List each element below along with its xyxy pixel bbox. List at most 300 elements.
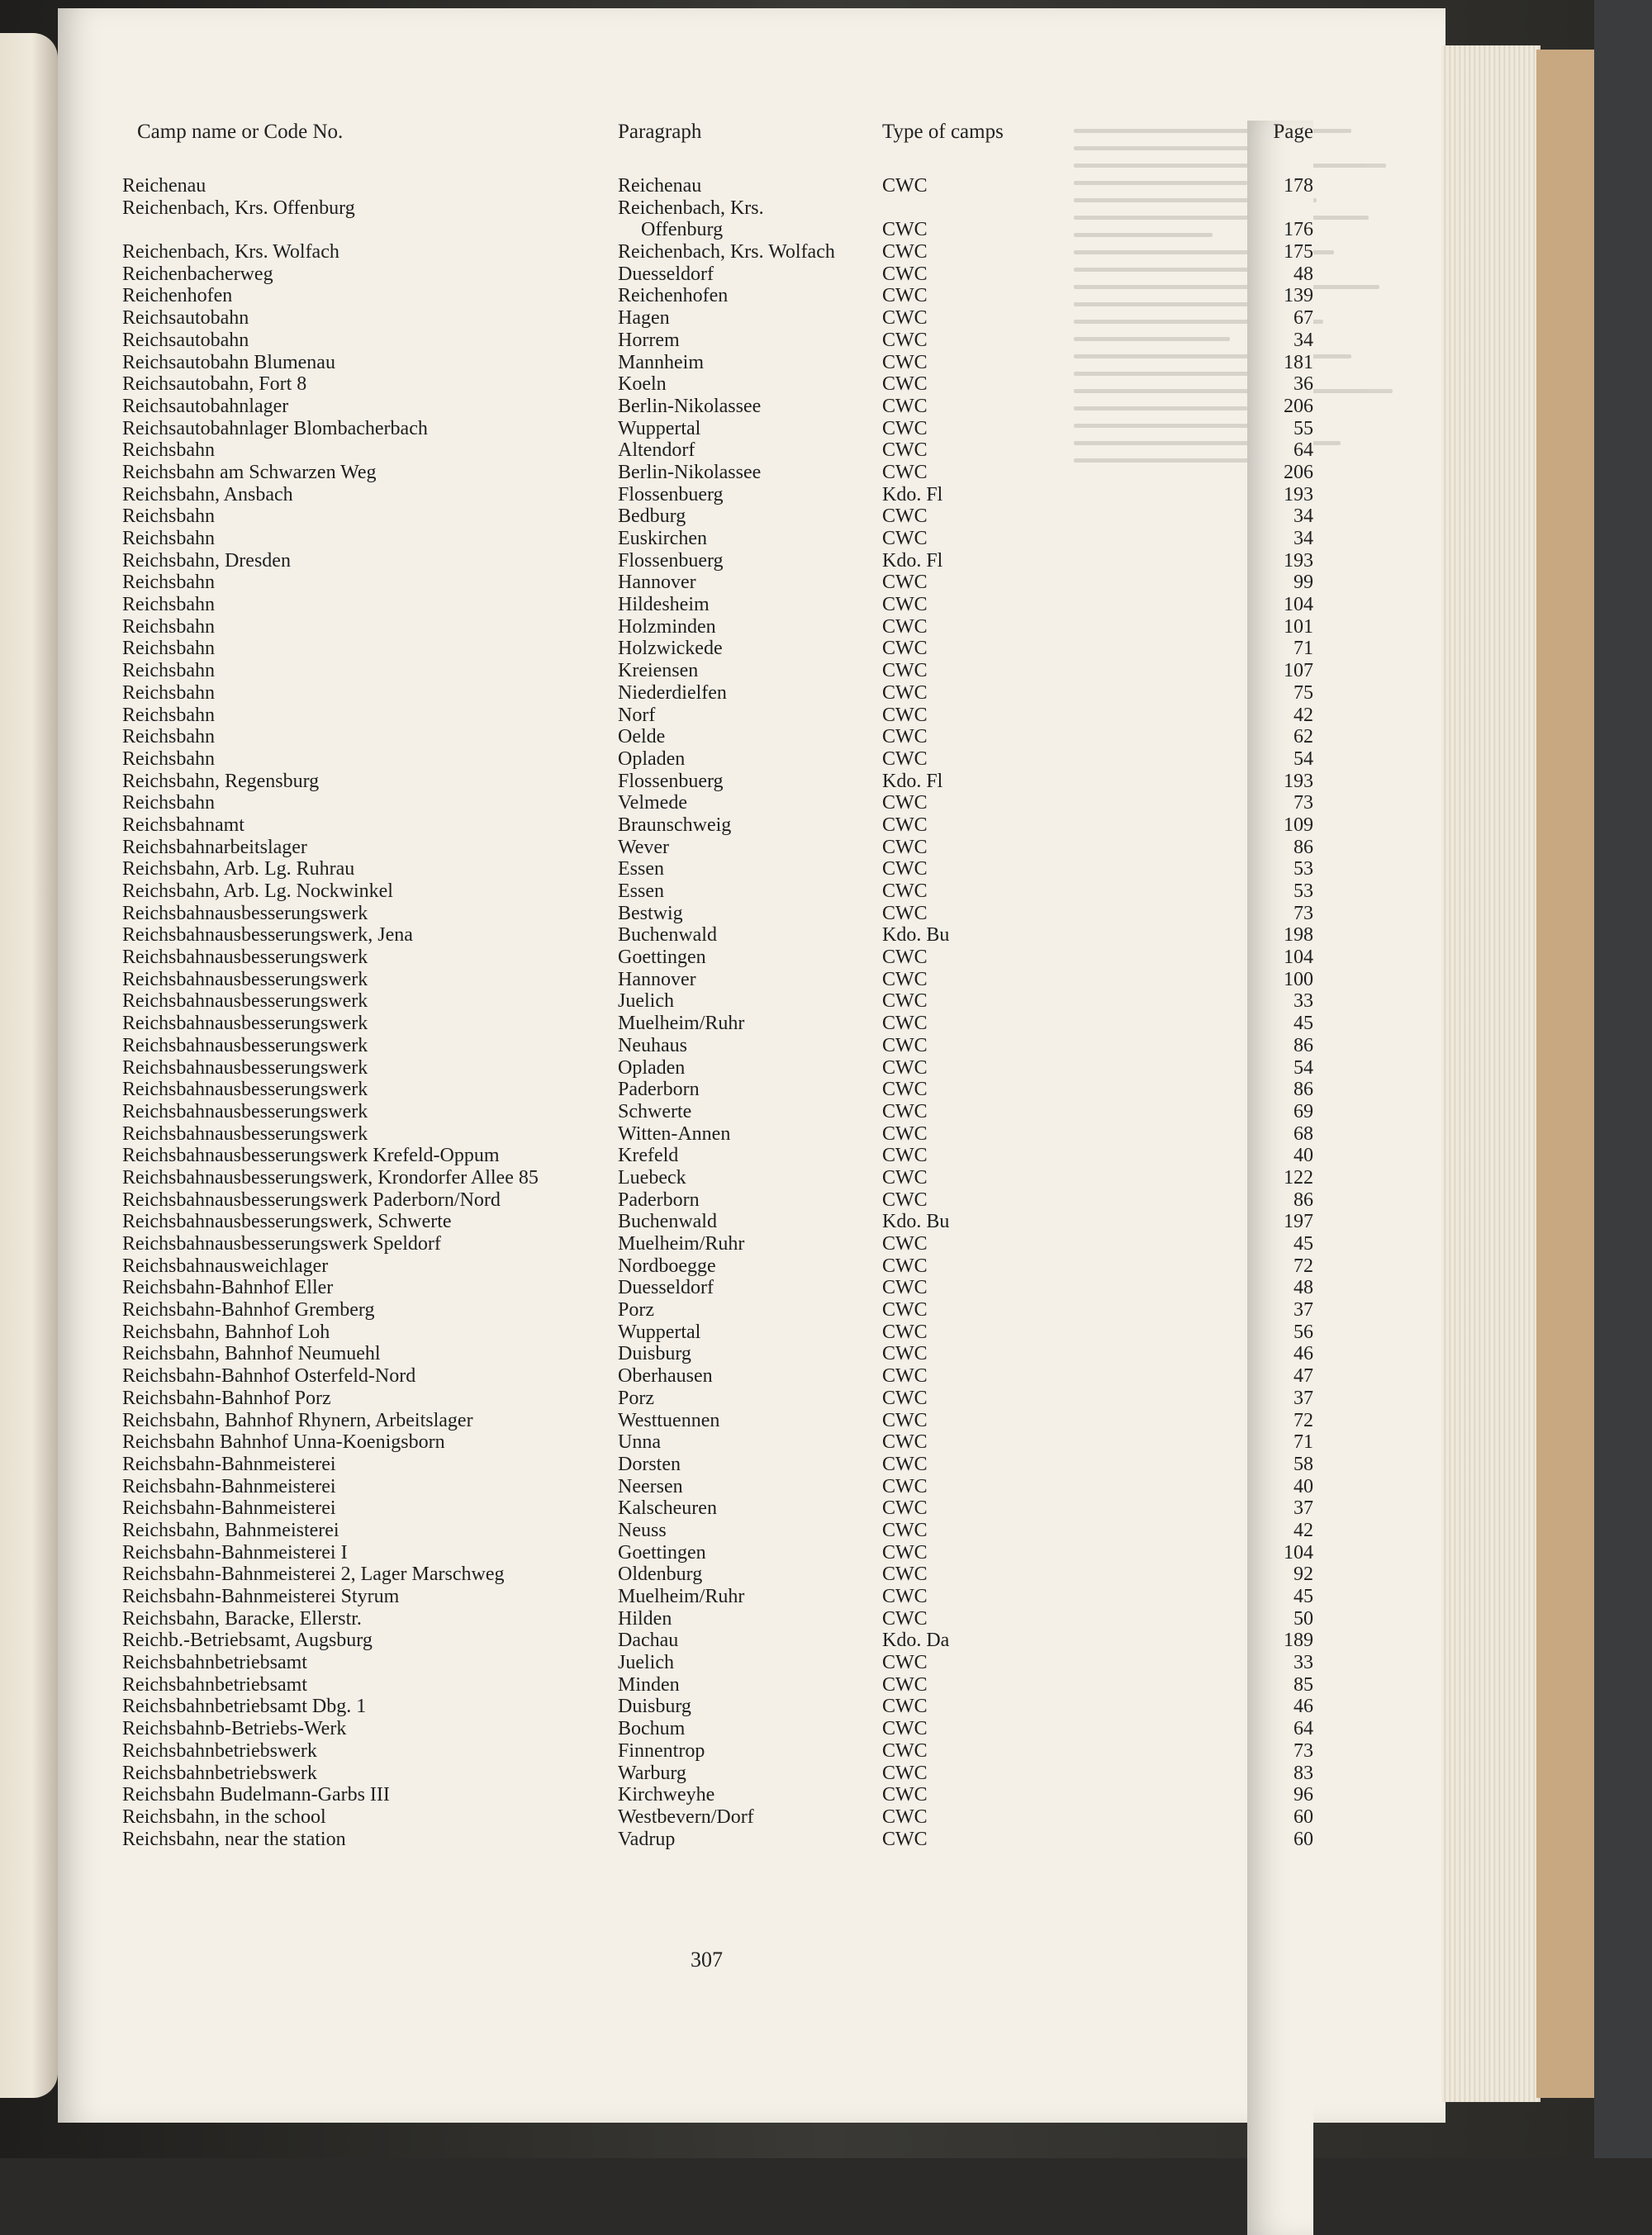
- paragraph: Berlin-Nikolassee: [618, 395, 762, 417]
- camp-name: Reichb.-Betriebsamt, Augsburg: [122, 1630, 373, 1652]
- paragraph: Westtuennen: [618, 1409, 720, 1431]
- paragraph: Duisburg: [618, 1343, 691, 1365]
- table-row: [122, 1829, 1320, 1851]
- paragraph: Luebeck: [618, 1166, 686, 1189]
- camp-name: Reichsbahnausweichlager: [122, 1255, 329, 1277]
- page-ref: 47: [1294, 1365, 1313, 1388]
- camp-type: CWC: [882, 814, 928, 836]
- camp-type: CWC: [882, 660, 928, 682]
- paragraph: Flossenbuerg: [618, 549, 724, 572]
- camp-type: CWC: [882, 528, 928, 550]
- paragraph: Euskirchen: [618, 528, 707, 550]
- page-ref: 36: [1294, 373, 1313, 396]
- camp-name: Reichsbahn-Bahnhof Eller: [122, 1277, 334, 1299]
- camp-name: Reichsbahn: [122, 594, 215, 616]
- paragraph: Reichenbach, Krs. Wolfach: [618, 241, 835, 263]
- table-row: [122, 814, 1320, 837]
- cover-edge: [1594, 0, 1652, 2158]
- camp-type: CWC: [882, 858, 928, 880]
- camp-name: Reichsbahnausbesserungswerk: [122, 1100, 368, 1122]
- camp-type: Kdo. Fl: [882, 770, 943, 792]
- camp-type: CWC: [882, 395, 928, 417]
- camp-name: Reichsbahn Budelmann-Garbs III: [122, 1784, 390, 1806]
- table-row: [122, 1652, 1320, 1674]
- table-row: [122, 1277, 1320, 1299]
- table-row: [122, 903, 1320, 925]
- paragraph: Finnentrop: [618, 1739, 705, 1762]
- camp-name: Reichsbahn: [122, 747, 215, 770]
- table-row: [122, 1388, 1320, 1410]
- page-ref: 48: [1294, 1277, 1313, 1299]
- camp-type: Kdo. Bu: [882, 1211, 950, 1233]
- page-ref: 96: [1294, 1784, 1313, 1806]
- table-row: [122, 969, 1320, 991]
- table-row: [122, 352, 1320, 374]
- camp-name: Reichsbahnarbeitslager: [122, 836, 307, 858]
- table-row: [122, 1674, 1320, 1696]
- page-ref: 193: [1284, 483, 1313, 505]
- table-row: [122, 175, 1320, 197]
- page-number: 307: [691, 1948, 723, 1972]
- camp-type: Kdo. Fl: [882, 483, 943, 505]
- camp-name: Reichsbahnausbesserungswerk: [122, 1056, 368, 1079]
- page-ref: 71: [1294, 638, 1313, 660]
- camp-type: CWC: [882, 1100, 928, 1122]
- page-ref: 40: [1294, 1475, 1313, 1497]
- paragraph: Oldenburg: [618, 1564, 703, 1586]
- table-row: [122, 990, 1320, 1013]
- camp-type: CWC: [882, 1013, 928, 1035]
- camp-type: CWC: [882, 1586, 928, 1608]
- paragraph: Duesseldorf: [618, 1277, 714, 1299]
- camp-type: CWC: [882, 1673, 928, 1696]
- camp-name: Reichenbacherweg: [122, 263, 273, 285]
- page-ref: 107: [1284, 660, 1313, 682]
- camp-type: CWC: [882, 681, 928, 704]
- paragraph: Vadrup: [618, 1828, 676, 1850]
- table-row: [122, 616, 1320, 638]
- table-row: [122, 1696, 1320, 1718]
- paragraph: Bestwig: [618, 902, 683, 924]
- table-row: [122, 1079, 1320, 1101]
- paragraph: Horrem: [618, 329, 680, 351]
- camp-name: Reichsbahnausbesserungswerk: [122, 902, 368, 924]
- page-ref: 34: [1294, 329, 1313, 351]
- paragraph: Opladen: [618, 747, 686, 770]
- camp-type: CWC: [882, 263, 928, 285]
- table-row: [122, 660, 1320, 682]
- table-row: [122, 880, 1320, 903]
- camp-type: CWC: [882, 947, 928, 969]
- camp-type: CWC: [882, 1806, 928, 1828]
- camp-type: CWC: [882, 1233, 928, 1255]
- paragraph: Altendorf: [618, 439, 695, 462]
- camp-type: CWC: [882, 1453, 928, 1475]
- camp-name: Reichsbahnbetriebsamt Dbg. 1: [122, 1696, 367, 1718]
- index-table: [122, 175, 1320, 1850]
- camp-type: CWC: [882, 1166, 928, 1189]
- page-ref: 122: [1284, 1166, 1313, 1189]
- paragraph: Neersen: [618, 1475, 683, 1497]
- page-ref: 85: [1294, 1673, 1313, 1696]
- table-row: [122, 505, 1320, 528]
- camp-type: CWC: [882, 1828, 928, 1850]
- paragraph: Dachau: [618, 1630, 679, 1652]
- table-row: [122, 1233, 1320, 1255]
- camp-type: Kdo. Bu: [882, 924, 950, 947]
- camp-type: CWC: [882, 594, 928, 616]
- page-ref: 72: [1294, 1409, 1313, 1431]
- page-ref: 56: [1294, 1321, 1313, 1343]
- paragraph: Velmede: [618, 792, 687, 814]
- paragraph: Braunschweig: [618, 814, 732, 836]
- paragraph: Reichenbach, Krs.: [618, 197, 764, 219]
- camp-name: Reichsbahnausbesserungswerk: [122, 1034, 368, 1056]
- camp-name: Reichsbahn: [122, 681, 215, 704]
- header-paragraph: Paragraph: [618, 121, 702, 143]
- table-row: [122, 1255, 1320, 1278]
- page-ref: 86: [1294, 1189, 1313, 1211]
- paragraph: Reichenau: [618, 175, 702, 197]
- camp-type: CWC: [882, 417, 928, 439]
- page-ref: 86: [1294, 1079, 1313, 1101]
- page-ref: 64: [1294, 439, 1313, 462]
- table-row: [122, 439, 1320, 462]
- paragraph: Paderborn: [618, 1189, 700, 1211]
- camp-name: Reichsbahn, Arb. Lg. Nockwinkel: [122, 880, 393, 903]
- paragraph: Krefeld: [618, 1145, 679, 1167]
- camp-name: Reichsbahn-Bahnmeisterei 2, Lager Marschweg: [122, 1564, 505, 1586]
- page-ref: 37: [1294, 1387, 1313, 1409]
- camp-name: Reichsbahn: [122, 660, 215, 682]
- page-ref: 99: [1294, 572, 1313, 594]
- camp-name: Reichsbahn, Baracke, Ellerstr.: [122, 1607, 362, 1630]
- page-ref: 73: [1294, 902, 1313, 924]
- camp-type: CWC: [882, 1497, 928, 1520]
- table-row: [122, 638, 1320, 660]
- camp-name: Reichsbahnamt: [122, 814, 244, 836]
- paragraph: Opladen: [618, 1056, 686, 1079]
- table-row: [122, 1431, 1320, 1454]
- table-row: [122, 263, 1320, 286]
- table-row: [122, 1763, 1320, 1785]
- camp-name: Reichsautobahnlager Blombacherbach: [122, 417, 428, 439]
- camp-type: CWC: [882, 1277, 928, 1299]
- table-row: [122, 373, 1320, 396]
- page-ref: 193: [1284, 549, 1313, 572]
- camp-name: Reichsbahn-Bahnmeisterei Styrum: [122, 1586, 400, 1608]
- table-row: [122, 330, 1320, 352]
- table-row: [122, 462, 1320, 484]
- paragraph: Hannover: [618, 572, 696, 594]
- page-ref: 37: [1294, 1497, 1313, 1520]
- page-ref: 42: [1294, 1519, 1313, 1541]
- table-row: [122, 705, 1320, 727]
- camp-name: Reichsbahn-Bahnmeisterei: [122, 1475, 336, 1497]
- camp-name: Reichsbahn: [122, 505, 215, 528]
- page-ref: 62: [1294, 726, 1313, 748]
- camp-type: CWC: [882, 968, 928, 990]
- page-ref: 45: [1294, 1586, 1313, 1608]
- table-row: [122, 1586, 1320, 1608]
- camp-type: CWC: [882, 990, 928, 1013]
- table-row: [122, 1784, 1320, 1806]
- table-row: [122, 1718, 1320, 1740]
- camp-type: Kdo. Da: [882, 1630, 950, 1652]
- page-ref: 60: [1294, 1806, 1313, 1828]
- page-ref: 193: [1284, 770, 1313, 792]
- table-row: [122, 418, 1320, 440]
- camp-name: Reichsbahnausbesserungswerk: [122, 968, 368, 990]
- camp-type: CWC: [882, 1299, 928, 1322]
- page-ref: 104: [1284, 947, 1313, 969]
- page-ref: 53: [1294, 858, 1313, 880]
- paragraph: Oelde: [618, 726, 666, 748]
- camp-name: Reichsbahn, Bahnhof Neumuehl: [122, 1343, 381, 1365]
- camp-name: Reichsbahn: [122, 528, 215, 550]
- camp-name: Reichsbahn, Regensburg: [122, 770, 320, 792]
- camp-type: CWC: [882, 1718, 928, 1740]
- camp-type: CWC: [882, 572, 928, 594]
- page-ref: 86: [1294, 1034, 1313, 1056]
- camp-name: Reichenhofen: [122, 285, 233, 307]
- paragraph: Buchenwald: [618, 924, 717, 947]
- paragraph: Wever: [618, 836, 670, 858]
- page-ref: 176: [1284, 219, 1313, 241]
- page-ref: 34: [1294, 505, 1313, 528]
- page-ref: 67: [1294, 307, 1313, 330]
- paragraph: Hilden: [618, 1607, 672, 1630]
- camp-type: CWC: [882, 1255, 928, 1277]
- page-ref: 48: [1294, 263, 1313, 285]
- paragraph: Bochum: [618, 1718, 686, 1740]
- camp-type: CWC: [882, 285, 928, 307]
- page-ref: 68: [1294, 1122, 1313, 1145]
- camp-name: Reichsbahnbetriebswerk: [122, 1762, 317, 1784]
- header-camp-name: Camp name or Code No.: [137, 121, 344, 143]
- camp-type: CWC: [882, 175, 928, 197]
- paragraph: Berlin-Nikolassee: [618, 461, 762, 483]
- page-ref: 60: [1294, 1828, 1313, 1850]
- camp-name: Reichsbahn, Ansbach: [122, 483, 293, 505]
- table-row: [122, 1167, 1320, 1189]
- camp-type: CWC: [882, 615, 928, 638]
- page-ref: 54: [1294, 1056, 1313, 1079]
- table-row: [122, 924, 1320, 947]
- paragraph: Muelheim/Ruhr: [618, 1013, 745, 1035]
- camp-type: CWC: [882, 902, 928, 924]
- paragraph: Kirchweyhe: [618, 1784, 715, 1806]
- table-row: [122, 726, 1320, 748]
- table-row: [122, 396, 1320, 418]
- camp-name: Reichsautobahn Blumenau: [122, 351, 335, 373]
- table-row: [122, 837, 1320, 859]
- page-ref: 73: [1294, 1739, 1313, 1762]
- table-row: [122, 1145, 1320, 1167]
- camp-name: Reichsbahn: [122, 704, 215, 726]
- paragraph: Hildesheim: [618, 594, 710, 616]
- camp-name: Reichsbahnbetriebsamt: [122, 1652, 307, 1674]
- camp-type: CWC: [882, 329, 928, 351]
- paragraph: Dorsten: [618, 1453, 681, 1475]
- camp-type: CWC: [882, 1343, 928, 1365]
- paragraph: Mannheim: [618, 351, 704, 373]
- camp-type: Kdo. Fl: [882, 549, 943, 572]
- page-ref: 46: [1294, 1343, 1313, 1365]
- camp-name: Reichsautobahnlager: [122, 395, 289, 417]
- camp-type: CWC: [882, 638, 928, 660]
- paragraph: Niederdielfen: [618, 681, 727, 704]
- page-ref: 33: [1294, 990, 1313, 1013]
- camp-name: Reichsautobahn, Fort 8: [122, 373, 307, 396]
- table-row: [122, 1101, 1320, 1123]
- paragraph: Holzwickede: [618, 638, 723, 660]
- camp-name: Reichsbahn-Bahnhof Osterfeld-Nord: [122, 1365, 416, 1388]
- page-ref: 73: [1294, 792, 1313, 814]
- page-ref: 40: [1294, 1145, 1313, 1167]
- page-ref: 139: [1284, 285, 1313, 307]
- camp-name: Reichsbahn Bahnhof Unna-Koenigsborn: [122, 1431, 445, 1454]
- paragraph: Westbevern/Dorf: [618, 1806, 754, 1828]
- camp-type: CWC: [882, 219, 928, 241]
- camp-name: Reichsbahn, in the school: [122, 1806, 326, 1828]
- page-ref: 69: [1294, 1100, 1313, 1122]
- page-ref: 104: [1284, 1541, 1313, 1564]
- paragraph: Hagen: [618, 307, 670, 330]
- page-ref: 206: [1284, 395, 1313, 417]
- table-row: [122, 792, 1320, 814]
- page-ref: 71: [1294, 1431, 1313, 1454]
- camp-name: Reichsbahnbetriebswerk: [122, 1739, 317, 1762]
- camp-type: CWC: [882, 351, 928, 373]
- paragraph: Warburg: [618, 1762, 686, 1784]
- table-row: [122, 1740, 1320, 1763]
- table-row: [122, 572, 1320, 594]
- paragraph: Essen: [618, 880, 664, 903]
- page-ref: 72: [1294, 1255, 1313, 1277]
- camp-name: Reichsbahnausbesserungswerk: [122, 1079, 368, 1101]
- camp-name: Reichenbach, Krs. Wolfach: [122, 241, 339, 263]
- camp-name: Reichsbahnbetriebsamt: [122, 1673, 307, 1696]
- paragraph: Goettingen: [618, 1541, 706, 1564]
- camp-name: Reichsbahn, near the station: [122, 1828, 346, 1850]
- camp-name: Reichsbahn-Bahnhof Porz: [122, 1387, 331, 1409]
- table-row: [122, 1365, 1320, 1388]
- table-row: [122, 1630, 1320, 1652]
- paragraph: Minden: [618, 1673, 680, 1696]
- paragraph: Kalscheuren: [618, 1497, 717, 1520]
- paragraph: Duisburg: [618, 1696, 691, 1718]
- paragraph: Flossenbuerg: [618, 483, 724, 505]
- table-row: [122, 1211, 1320, 1233]
- camp-type: CWC: [882, 836, 928, 858]
- camp-name: Reichsbahnausbesserungswerk: [122, 947, 368, 969]
- table-row: [122, 947, 1320, 969]
- camp-type: CWC: [882, 1541, 928, 1564]
- paragraph: Witten-Annen: [618, 1122, 731, 1145]
- camp-name: Reichsbahn, Bahnmeisterei: [122, 1519, 339, 1541]
- paragraph: Unna: [618, 1431, 661, 1454]
- camp-name: Reichsbahnausbesserungswerk: [122, 1013, 368, 1035]
- paragraph: Porz: [618, 1387, 654, 1409]
- paragraph: Muelheim/Ruhr: [618, 1586, 745, 1608]
- camp-name: Reichsautobahn: [122, 307, 249, 330]
- table-row: [122, 682, 1320, 705]
- table-row: [122, 1410, 1320, 1432]
- page-ref: 101: [1284, 615, 1313, 638]
- header-type: Type of camps: [882, 121, 1004, 143]
- camp-type: CWC: [882, 241, 928, 263]
- camp-type: CWC: [882, 439, 928, 462]
- paragraph: Juelich: [618, 1652, 674, 1674]
- table-row: [122, 1608, 1320, 1630]
- table-row: [122, 1343, 1320, 1365]
- camp-type: CWC: [882, 1387, 928, 1409]
- camp-name: Reichsbahnausbesserungswerk: [122, 1122, 368, 1145]
- paragraph: Buchenwald: [618, 1211, 717, 1233]
- camp-type: CWC: [882, 1475, 928, 1497]
- camp-type: CWC: [882, 1145, 928, 1167]
- table-row: [122, 1542, 1320, 1564]
- camp-name: Reichsbahnausbesserungswerk, Schwerte: [122, 1211, 452, 1233]
- table-row: [122, 1123, 1320, 1146]
- table-row: [122, 1520, 1320, 1542]
- camp-name: Reichsbahn-Bahnmeisterei: [122, 1497, 336, 1520]
- page-ref: 198: [1284, 924, 1313, 947]
- table-row: [122, 1564, 1320, 1586]
- paragraph: Schwerte: [618, 1100, 692, 1122]
- table-row: [122, 1299, 1320, 1322]
- camp-name: Reichsbahnausbesserungswerk Krefeld-Oppum: [122, 1145, 500, 1167]
- camp-type: CWC: [882, 461, 928, 483]
- camp-type: CWC: [882, 1784, 928, 1806]
- camp-type: CWC: [882, 1696, 928, 1718]
- paragraph: Kreiensen: [618, 660, 699, 682]
- paragraph: Norf: [618, 704, 656, 726]
- paragraph: Holzminden: [618, 615, 716, 638]
- camp-type: CWC: [882, 373, 928, 396]
- camp-type: CWC: [882, 726, 928, 748]
- camp-type: CWC: [882, 1519, 928, 1541]
- camp-name: Reichsbahn-Bahnhof Gremberg: [122, 1299, 375, 1322]
- page-ref: 45: [1294, 1233, 1313, 1255]
- table-row: [122, 1476, 1320, 1498]
- page-ref: 46: [1294, 1696, 1313, 1718]
- table-row: [122, 484, 1320, 506]
- paragraph-continued: Offenburg: [641, 219, 724, 241]
- camp-name: Reichsbahn am Schwarzen Weg: [122, 461, 377, 483]
- camp-name: Reichsbahn: [122, 792, 215, 814]
- page-ref: 75: [1294, 681, 1313, 704]
- table-row: [122, 1013, 1320, 1035]
- table-row: [122, 594, 1320, 616]
- camp-name: Reichsbahn: [122, 439, 215, 462]
- table-row: [122, 1189, 1320, 1212]
- camp-type: CWC: [882, 1409, 928, 1431]
- camp-name: Reichsbahn: [122, 726, 215, 748]
- paragraph: Goettingen: [618, 947, 706, 969]
- table-row: [122, 550, 1320, 572]
- camp-name: Reichsbahnausbesserungswerk Paderborn/Nord: [122, 1189, 501, 1211]
- cover-inner: [1536, 50, 1594, 2098]
- camp-name: Reichsbahnausbesserungswerk: [122, 990, 368, 1013]
- camp-name: Reichsbahn: [122, 615, 215, 638]
- table-row: [122, 1806, 1320, 1829]
- page-ref: 45: [1294, 1013, 1313, 1035]
- page-ref: 54: [1294, 747, 1313, 770]
- paragraph: Reichenhofen: [618, 285, 729, 307]
- paragraph: Porz: [618, 1299, 654, 1322]
